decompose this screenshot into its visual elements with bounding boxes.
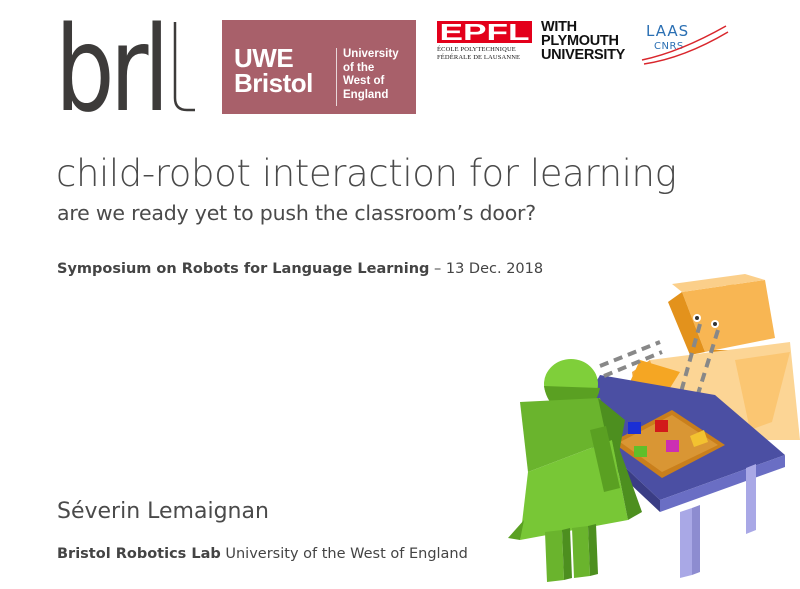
cnrs-text: CNRS: [654, 41, 684, 52]
event-name: Symposium on Robots for Language Learning: [57, 261, 430, 277]
affiliation-university: University of the West of England: [220, 546, 468, 562]
event-line: [57, 261, 543, 277]
affiliation-line: [57, 546, 468, 562]
uwe-side-line-3: West of: [343, 75, 385, 87]
epfl-subtext-2: FÉDÉRALE DE LAUSANNE: [437, 54, 521, 61]
brl-logo: [55, 18, 205, 118]
laas-cnrs-logo: [640, 18, 730, 70]
affiliation-lab: Bristol Robotics Lab: [57, 546, 221, 562]
plymouth-university-logo: [541, 20, 625, 62]
brl-logo-text: brl: [55, 18, 165, 118]
event-date: – 13 Dec. 2018: [429, 261, 544, 277]
child-robot-table-illustration: [490, 270, 800, 589]
page-subtitle: are we ready yet to push the classroom’s door?: [57, 201, 536, 225]
page-title: child-robot interaction for learning: [56, 152, 677, 195]
epfl-mark-text: EPFL: [439, 21, 530, 43]
uwe-logo-line-1: UWE: [234, 43, 294, 73]
plymouth-line-2: PLYMOUTH: [541, 33, 619, 49]
uwe-side-line-4: England: [343, 88, 389, 101]
plymouth-line-1: WITH: [541, 19, 577, 35]
author-name: Séverin Lemaignan: [57, 499, 269, 524]
uwe-bristol-logo: [222, 20, 416, 114]
plymouth-line-3: UNIVERSITY: [541, 47, 626, 63]
uwe-side-line-1: University: [343, 48, 399, 60]
uwe-side-line-2: of the: [343, 61, 375, 74]
epfl-subtext-1: ÉCOLE POLYTECHNIQUE: [437, 46, 516, 53]
laas-text: LAAS: [646, 22, 690, 40]
epfl-mark: [437, 21, 532, 43]
epfl-logo: [437, 21, 537, 65]
uwe-logo-line-2: Bristol: [234, 68, 313, 98]
